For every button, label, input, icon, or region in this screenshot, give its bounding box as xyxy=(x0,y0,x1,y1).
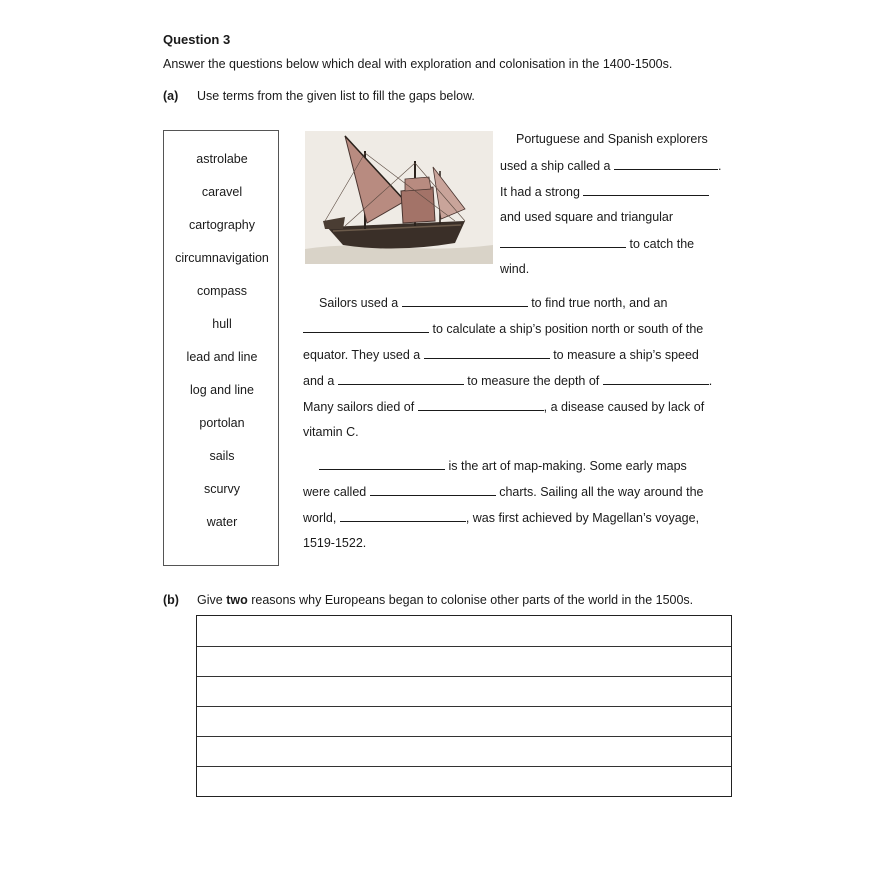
p3-line-2-text: were called xyxy=(303,485,367,499)
p3-line-1-text: is the art of map-making. Some early maps xyxy=(448,459,687,473)
p2-line-3-text: equator. They used a xyxy=(303,348,421,362)
blank-strong[interactable] xyxy=(583,184,709,196)
p2-line-5-text: Many sailors died of xyxy=(303,400,415,414)
part-b-text-bold: two xyxy=(226,593,248,607)
p1-line-3-text: It had a strong xyxy=(500,185,580,199)
blank-charts[interactable] xyxy=(370,484,496,496)
term-sails: sails xyxy=(209,449,235,463)
p3-line-2-end: charts. Sailing all the way around the xyxy=(499,485,704,499)
term-list-box xyxy=(163,130,279,566)
p2-line-1 xyxy=(319,295,667,310)
p1-line-4: and used square and triangular xyxy=(500,210,674,224)
answer-box[interactable] xyxy=(196,615,732,797)
p2-line-3 xyxy=(303,347,699,362)
p2-line-6: vitamin C. xyxy=(303,425,359,439)
p3-line-2 xyxy=(303,484,704,499)
p3-line-3-end: , was first achieved by Magellan’s voyage, xyxy=(465,511,700,525)
term-scurvy: scurvy xyxy=(203,482,241,496)
p2-line-2-text: to calculate a ship’s position north or south of the xyxy=(432,322,704,336)
blank-depth-tool[interactable] xyxy=(338,373,464,385)
term-log-and-line: log and line xyxy=(190,383,254,397)
p1-line-3 xyxy=(500,184,709,199)
p2-line-4-text: and a xyxy=(303,374,335,388)
answer-line xyxy=(197,736,731,737)
p3-line-4: 1519-1522. xyxy=(303,536,367,550)
part-b-instruction xyxy=(197,593,693,607)
part-b-text-after: reasons why Europeans began to colonise other parts of the world in the 1500s. xyxy=(251,593,694,607)
p1-line-1: Portuguese and Spanish explorers xyxy=(516,132,708,146)
p2-line-2 xyxy=(303,321,703,336)
p1-line-5 xyxy=(500,236,694,251)
p1-line-2-end: . xyxy=(717,159,722,173)
p2-line-4-end: . xyxy=(708,374,713,388)
term-water: water xyxy=(206,515,238,529)
blank-true-north[interactable] xyxy=(402,295,528,307)
blank-disease[interactable] xyxy=(418,399,544,411)
term-portolan: portolan xyxy=(199,416,245,430)
blank-map-making[interactable] xyxy=(319,458,445,470)
question-intro: Answer the questions below which deal with exploration and colonisation in the 1400-1500s. xyxy=(163,57,673,71)
term-compass: compass xyxy=(196,284,248,298)
p2-line-4 xyxy=(303,373,712,388)
blank-ship-type[interactable] xyxy=(614,158,718,170)
term-astrolabe: astrolabe xyxy=(196,152,248,166)
p3-line-1 xyxy=(319,458,687,473)
p1-line-5-text: to catch the xyxy=(629,237,695,251)
p3-line-3-text: world, xyxy=(303,511,337,525)
term-lead-and-line: lead and line xyxy=(186,350,258,364)
p2-line-1-text: Sailors used a xyxy=(319,296,399,310)
p1-line-6: wind. xyxy=(500,262,530,276)
blank-speed[interactable] xyxy=(424,347,550,359)
p2-line-5 xyxy=(303,399,704,414)
term-hull: hull xyxy=(212,317,232,331)
answer-line xyxy=(197,676,731,677)
caravel-ship-illustration xyxy=(305,131,493,264)
blank-around-world[interactable] xyxy=(340,510,466,522)
blank-catch-wind[interactable] xyxy=(500,236,626,248)
p3-line-3 xyxy=(303,510,699,525)
part-b-text-before: Give xyxy=(197,593,223,607)
term-circumnavigation: circumnavigation xyxy=(175,251,269,265)
p2-line-5-end: , a disease caused by lack of xyxy=(543,400,705,414)
answer-line xyxy=(197,706,731,707)
blank-position[interactable] xyxy=(303,321,429,333)
blank-depth-of[interactable] xyxy=(603,373,709,385)
answer-line xyxy=(197,766,731,767)
term-cartography: cartography xyxy=(188,218,255,232)
term-caravel: caravel xyxy=(201,185,243,199)
answer-line xyxy=(197,646,731,647)
p2-line-1-end: to find true north, and an xyxy=(531,296,668,310)
p1-line-2 xyxy=(500,158,721,173)
p1-line-2-text: used a ship called a xyxy=(500,159,611,173)
part-a-label: (a) xyxy=(163,89,179,103)
part-b-label: (b) xyxy=(163,593,179,607)
p2-line-4-mid: to measure the depth of xyxy=(467,374,600,388)
part-a-instruction: Use terms from the given list to fill the gaps below. xyxy=(197,89,475,103)
question-title: Question 3 xyxy=(163,32,231,47)
p2-line-3-end: to measure a ship’s speed xyxy=(553,348,699,362)
